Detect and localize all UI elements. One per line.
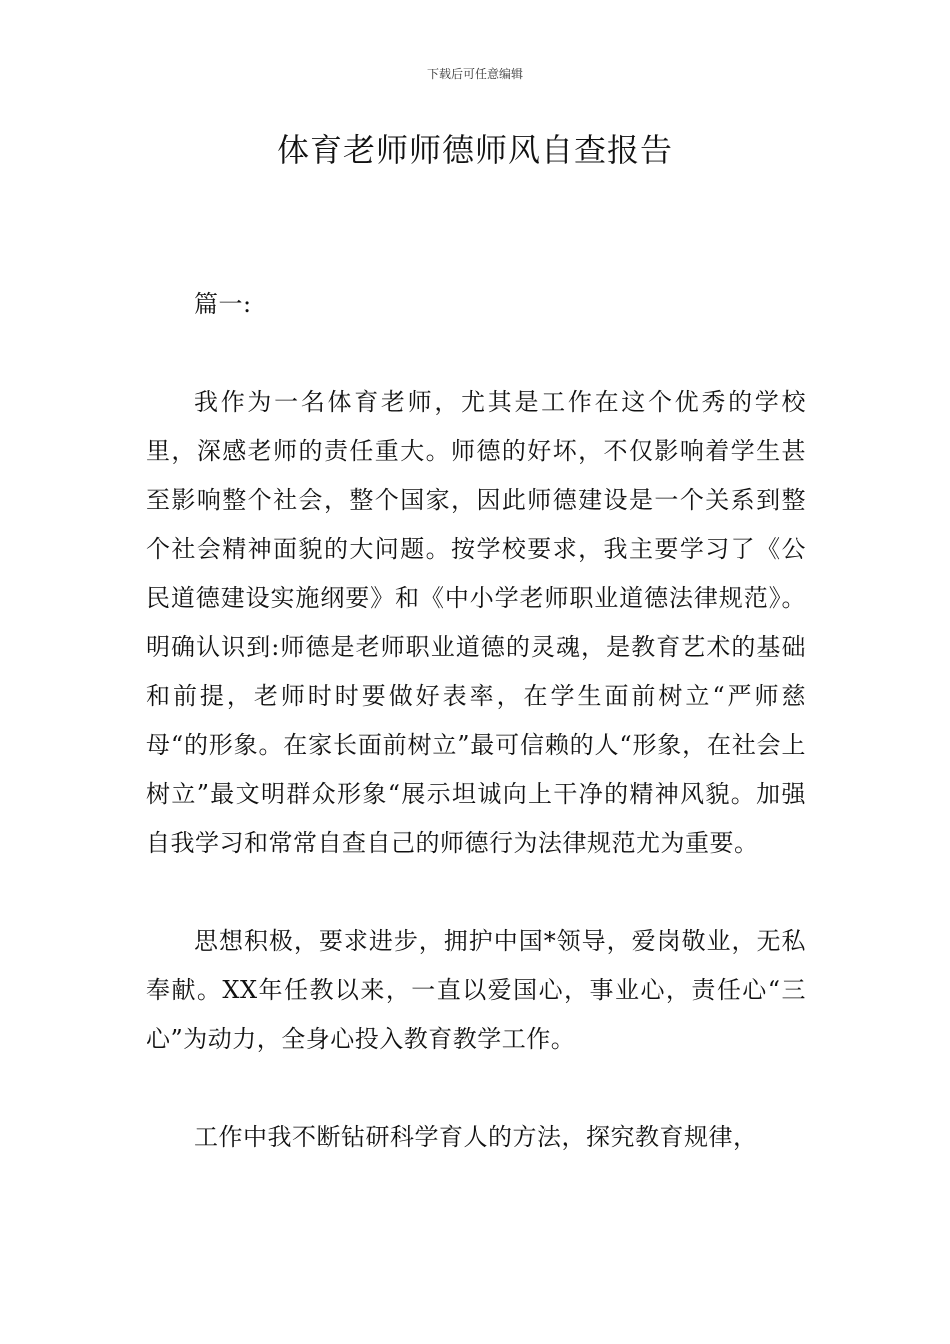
paragraph-3: 工作中我不断钻研科学育人的方法，探究教育规律， (194, 1123, 758, 1151)
section-label: 篇一: (194, 290, 252, 318)
document-title: 体育老师师德师风自查报告 (276, 131, 673, 169)
paragraph-1: 我作为一名体育老师，尤其是工作在这个优秀的学校里，深感老师的责任重大。师德的好坏，不仅影响着学生甚至影响整个社会，整个国家，因此师德建设是一个关系到整个社会精神面貌的大问题。按学校要求，我主要学习了《公民道德建设实施纲要》和《中小学老师职业道德法律规范》。明确认识到:师德是老师职业道德的灵魂，是教育艺术的基础和前提，老师时时要做好表率，在学生面前树立“严师慈母“的形象。在家长面前树立”最可信赖的人“形象，在社会上树立”最文明群众形象“展示坦诚向上干净的精神风貌。加强自我学习和常常自查自己的师德行为法律规范尤为重要。 (146, 388, 806, 857)
paragraph-2: 思想积极，要求进步，拥护中国*领导，爱岗敬业，无私奉献。XX年任教以来，一直以爱国心，事业心，责任心“三心”为动力，全身心投入教育教学工作。 (146, 927, 806, 1053)
header-note: 下载后可任意编辑 (426, 67, 523, 81)
document-body (146, 280, 806, 1162)
